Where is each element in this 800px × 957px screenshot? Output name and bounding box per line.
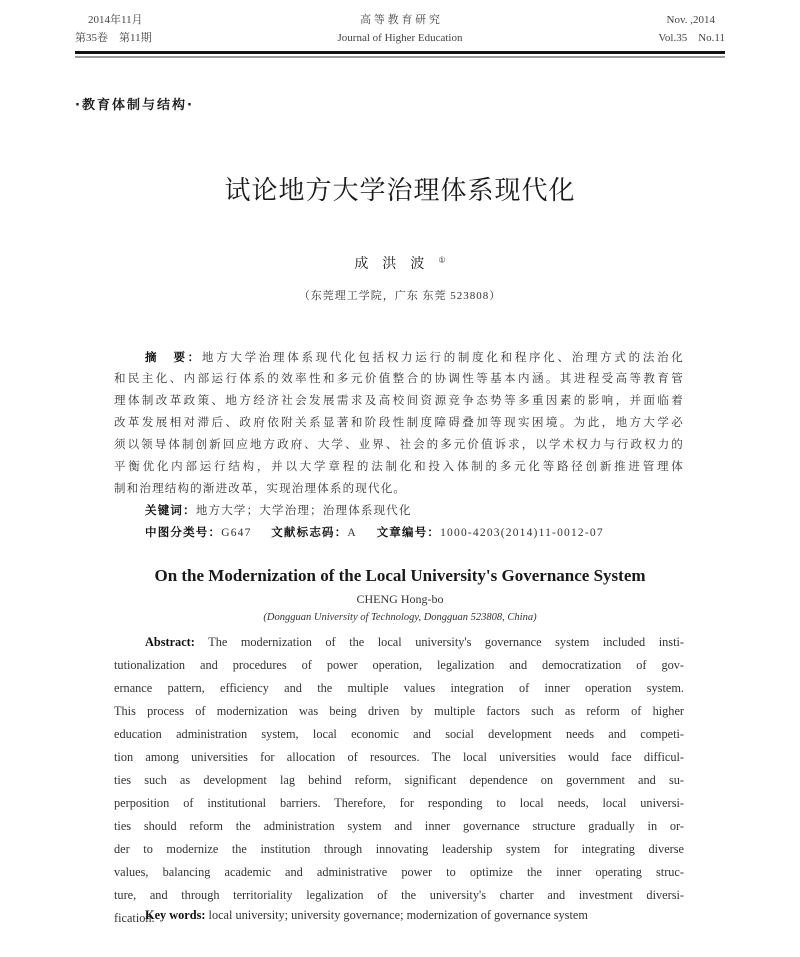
abstract-en-text: tutionalization and procedures of power operation, legalization and democratization of gov-: [114, 658, 684, 672]
keywords-en-label: Key words:: [145, 908, 206, 922]
header-journal-en: Journal of Higher Education: [337, 32, 463, 44]
abstract-en-text: fication.: [114, 911, 155, 925]
author-name: 成洪波: [354, 257, 439, 272]
abstract-en-line: [145, 631, 684, 654]
abstract-en-text: ties such as development lag behind reform, significant dependence on government and su-: [114, 773, 684, 787]
abstract-en-line: [114, 838, 684, 861]
abstract-en-line: [114, 654, 684, 677]
header-volume-cn: 第35卷 第11期: [75, 32, 152, 44]
abstract-cn-line: [145, 346, 684, 369]
english-title: On the Modernization of the Local University's Governance System: [154, 566, 646, 585]
abstract-cn-line: [114, 456, 684, 478]
header-journal-cn: 高 等 教 育 研 究: [360, 14, 440, 26]
abstract-cn-line: [114, 390, 684, 412]
header-rule-thin: [75, 56, 725, 58]
abstract-cn-text: 地方大学治理体系现代化包括权力运行的制度化和程序化、治理方式的法治化: [201, 352, 684, 364]
abstract-cn-line: [114, 368, 684, 390]
abstract-en-line: [114, 723, 684, 746]
abstract-en-text: This process of modernization was being driven by multiple factors such as reform of higher: [114, 704, 684, 718]
abstract-en-line: [114, 700, 684, 723]
abstract-en-text: tion among universities for allocation of resources. The local universities would face difficul-: [114, 750, 684, 764]
keywords-en-value: local university; university governance; modernization of governance system: [208, 908, 588, 922]
abstract-en-text: ernance pattern, efficiency and the multiple values integration of inner operation system.: [114, 681, 684, 695]
header-rule: [75, 51, 725, 54]
doc-code-value: A: [347, 527, 357, 539]
abstract-en-line: [114, 861, 684, 884]
author-footnote-mark: ①: [438, 255, 446, 265]
clc-value: G647: [221, 527, 252, 539]
classification: [145, 521, 685, 544]
abstract-cn-text: 和民主化、内部运行体系的效率性和多元价值整合的协调性等基本内涵。其进程受高等教育管: [114, 373, 684, 385]
abstract-en-text: perposition of institutional barriers. Therefore, for responding to local needs, local universi-: [114, 796, 684, 810]
abstract-en-text: der to modernize the institution through innovating leadership system for integrating diverse: [114, 842, 684, 856]
keywords-cn-value: 地方大学；大学治理；治理体系现代化: [195, 505, 412, 517]
english-affiliation: (Dongguan University of Technology, Dongguan 523808, China): [263, 612, 537, 623]
abstract-cn-text: 平衡优化内部运行结构，并以大学章程的法制化和投入体制的多元化等路径创新推进管理体: [114, 461, 684, 473]
abstract-en-text: ties should reform the administration system and inner governance structure gradually in or-: [114, 819, 684, 833]
abstract-en-line: [114, 677, 684, 700]
abstract-cn-text: 改革发展相对滞后、政府依附关系显著和阶段性制度障碍叠加等现实困境。为此，地方大学必: [114, 417, 684, 429]
article-number-label: 文章编号：: [376, 525, 441, 539]
abstract-cn-text: 制和治理结构的渐进改革，实现治理体系的现代化。: [114, 483, 407, 495]
english-author: CHENG Hong-bo: [356, 592, 444, 606]
doc-code-label: 文献标志码：: [271, 525, 348, 539]
paper-title: 试论地方大学治理体系现代化: [224, 176, 576, 206]
abstract-cn-text: 理体制改革政策、地方经济社会发展需求及高校间资源竞争态势等多重因素的影响，并面临着: [114, 395, 684, 407]
header-date-en: Nov. ,2014: [666, 14, 715, 26]
abstract-en-text: ture, and through territoriality legalization of the university's charter and investment diversi-: [114, 888, 684, 902]
abstract-en-line: [114, 815, 684, 838]
abstract-en-label: Abstract:: [145, 635, 195, 649]
keywords-cn-label: 关键词：: [145, 503, 196, 517]
author: [0, 253, 800, 273]
abstract-en-line: [114, 792, 684, 815]
header-date-cn: 2014年11月: [88, 14, 143, 26]
affiliation: （东莞理工学院，广东 东莞 523808）: [298, 290, 502, 302]
abstract-cn-label: 摘 要：: [145, 350, 202, 364]
abstract-en-text: values, balancing academic and administrative power to optimize the inner operating struc-: [114, 865, 684, 879]
keywords-cn: [145, 499, 685, 522]
abstract-en-text: The modernization of the local university's governance system included insti-: [208, 635, 684, 649]
abstract-cn-line: [114, 412, 684, 434]
clc-label: 中图分类号：: [145, 525, 222, 539]
abstract-cn-text: 须以领导体制创新回应地方政府、大学、业界、社会的多元价值诉求，以学术权力与行政权力的: [114, 439, 684, 451]
abstract-cn-line: [114, 478, 684, 500]
article-number-value: 1000-4203(2014)11-0012-07: [440, 527, 604, 539]
section-label: ·教育体制与结构·: [75, 98, 194, 113]
abstract-en-line: [114, 769, 684, 792]
keywords-en: [145, 904, 685, 927]
abstract-en-line: [114, 746, 684, 769]
abstract-en-text: education administration system, local economic and social development needs and competi-: [114, 727, 684, 741]
abstract-cn-line: [114, 434, 684, 456]
header-volume-en: Vol.35 No.11: [658, 32, 725, 44]
